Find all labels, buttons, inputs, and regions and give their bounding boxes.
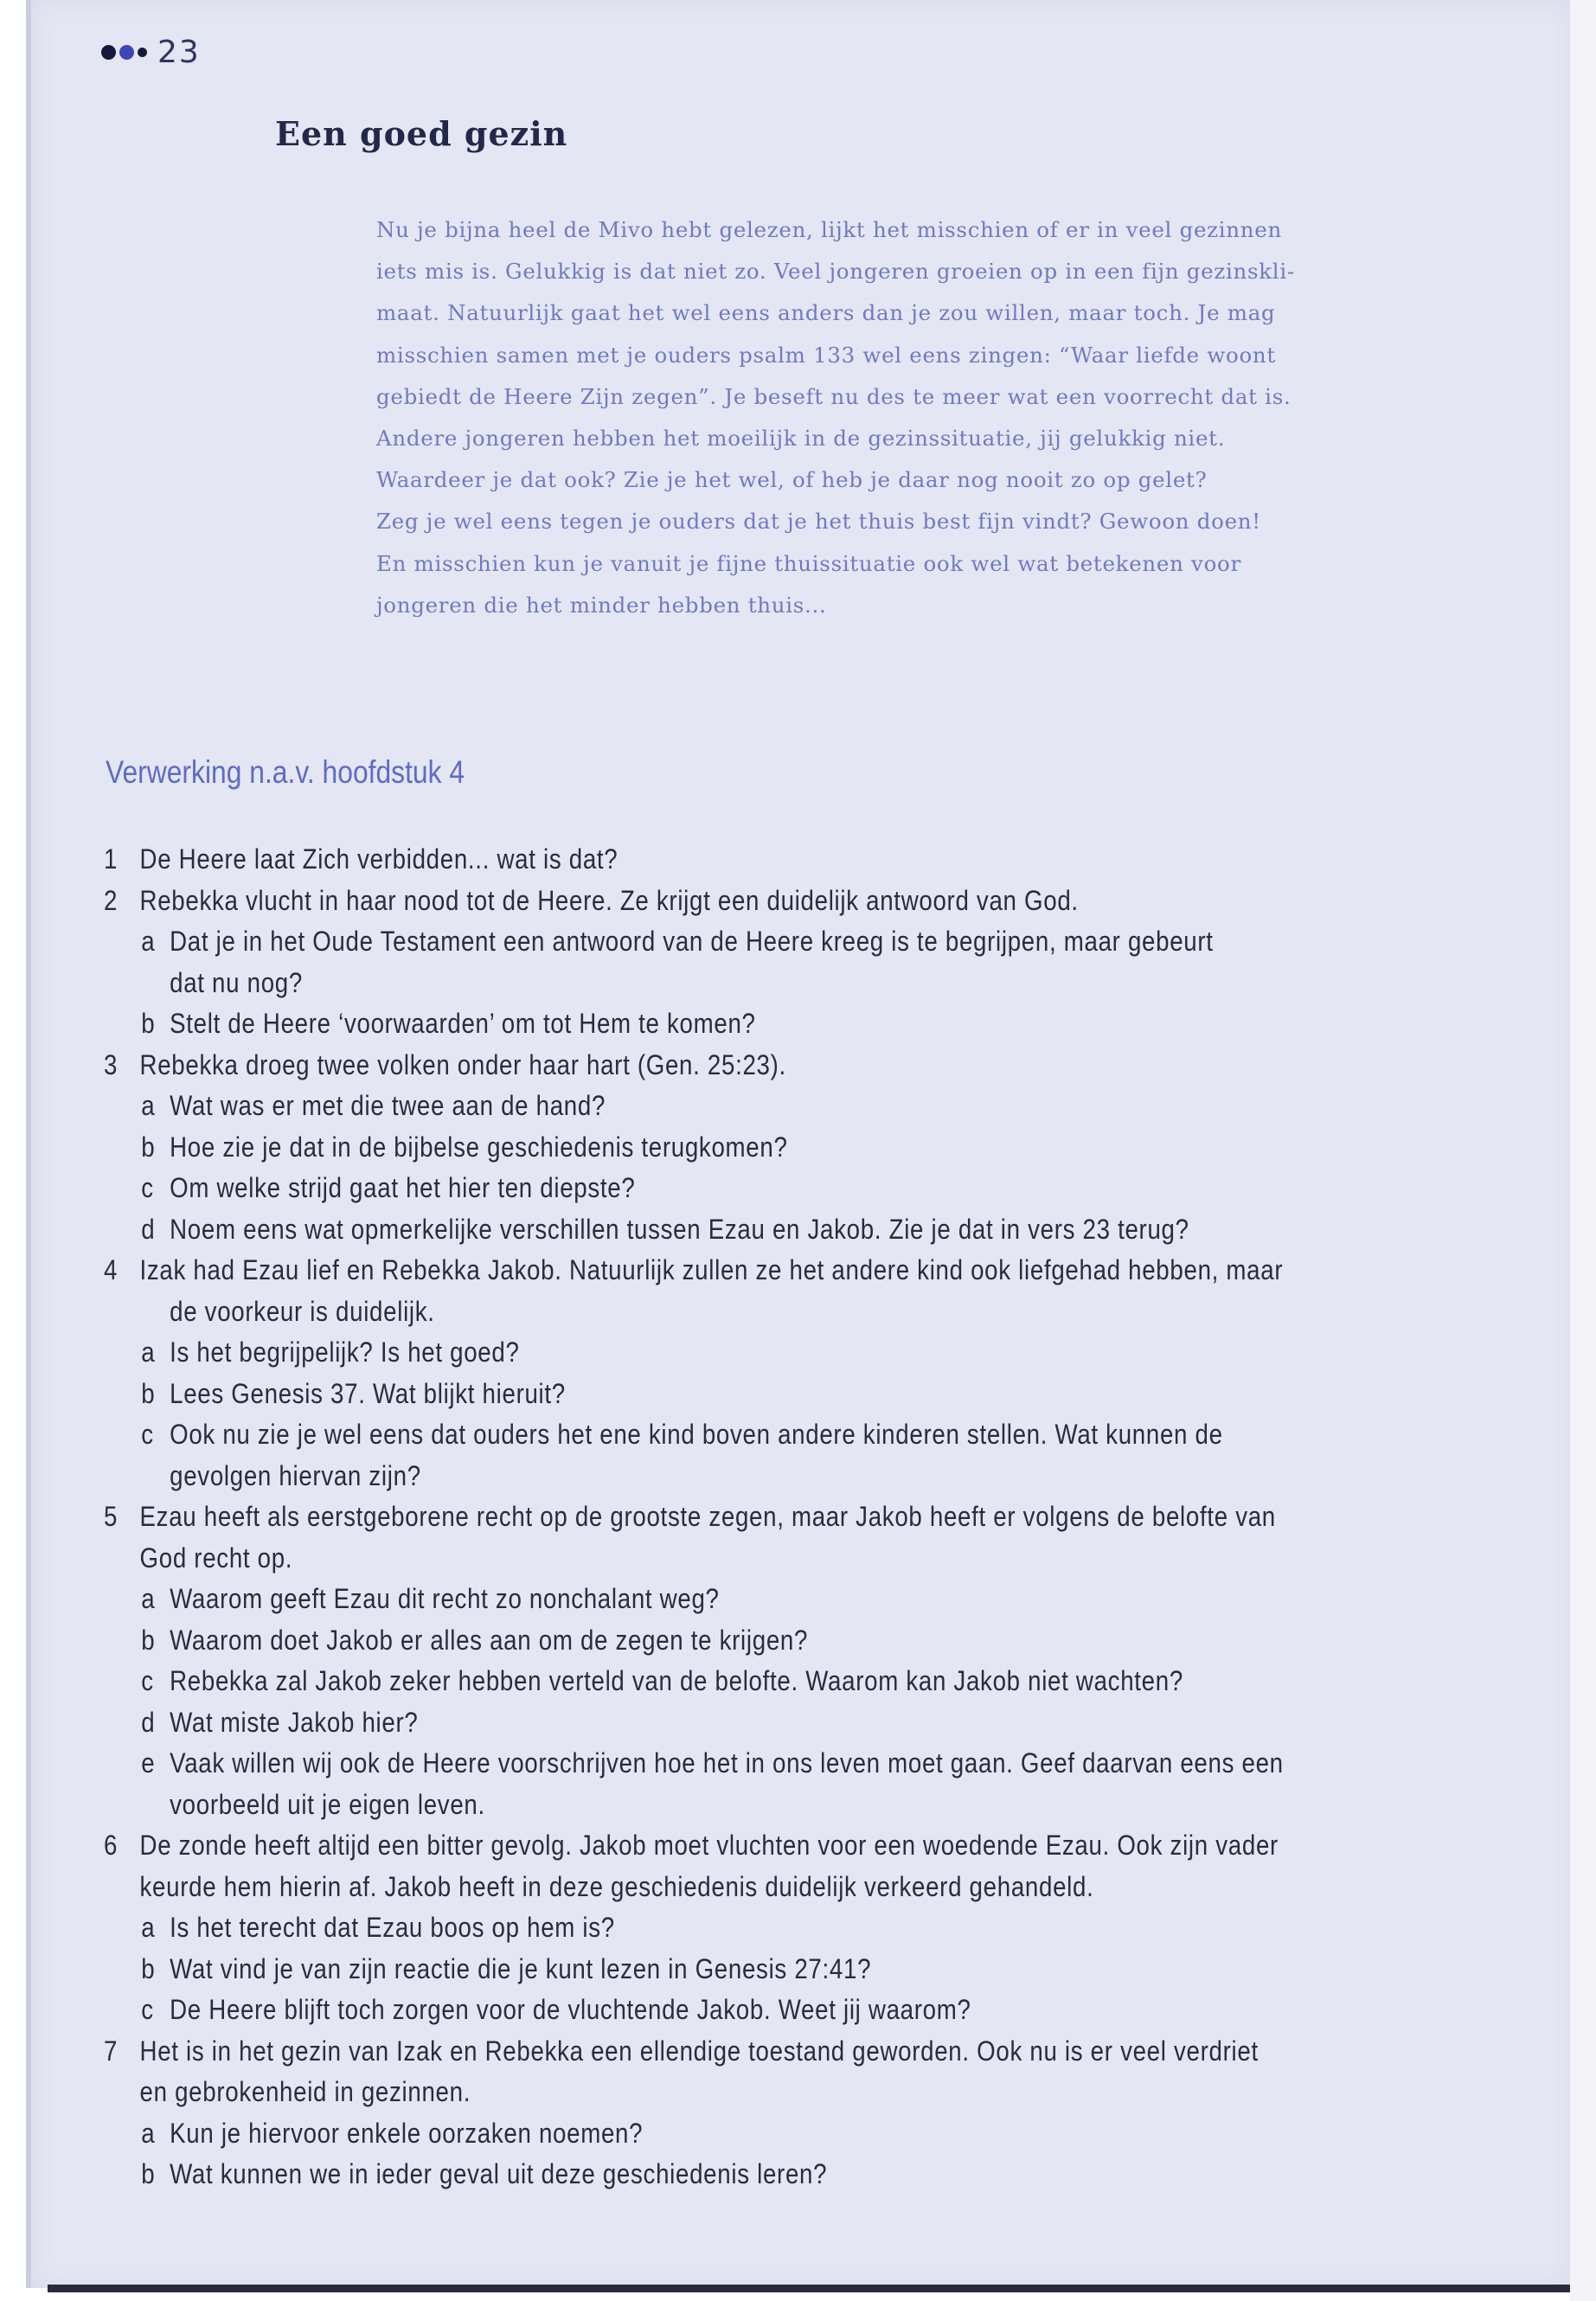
sub-question-line bbox=[104, 1949, 1420, 1990]
sub-question-text: Waarom doet Jakob er alles aan om de zegen te krijgen? bbox=[170, 1624, 809, 1656]
sub-question-letter: d bbox=[141, 1706, 156, 1738]
sub-question-line bbox=[104, 1374, 1420, 1415]
sub-question-text: Stelt de Heere ‘voorwaarden’ om tot Hem te komen? bbox=[170, 1008, 756, 1039]
page-marker bbox=[101, 33, 201, 71]
sub-question-line bbox=[104, 2154, 1420, 2195]
sub-question-letter: a bbox=[141, 1583, 156, 1614]
sub-question-text: voorbeeld uit je eigen leven. bbox=[170, 1788, 485, 1820]
question-text: God recht op. bbox=[139, 1541, 293, 1574]
sub-question-line bbox=[104, 1702, 1420, 1744]
question-text: de voorkeur is duidelijk. bbox=[170, 1295, 435, 1327]
sub-question-text: Waarom geeft Ezau dit recht zo nonchalant weg? bbox=[170, 1583, 720, 1614]
question-line bbox=[104, 1538, 1420, 1580]
intro-line: Zeg je wel eens tegen je ouders dat je het thuis best fijn vindt? Gewoon doen! bbox=[376, 509, 1261, 535]
intro-line: iets mis is. Gelukkig is dat niet zo. Veel jongeren groeien op in een fijn gezinskli- bbox=[376, 259, 1295, 285]
sub-question-text: Ook nu zie je wel eens dat ouders het ene kind boven andere kinderen stellen. Wat kunnen de bbox=[170, 1419, 1223, 1450]
question-list bbox=[104, 839, 1420, 2195]
question-number: 3 bbox=[104, 1048, 119, 1080]
sub-question-text: Wat vind je van zijn reactie die je kunt lezen in Genesis 27:41? bbox=[170, 1952, 872, 1984]
dot-icon bbox=[119, 45, 134, 60]
sub-question-text: Rebekka zal Jakob zeker hebben verteld van de belofte. Waarom kan Jakob niet wachten? bbox=[170, 1665, 1183, 1696]
question-text: De Heere laat Zich verbidden... wat is dat? bbox=[139, 843, 619, 875]
intro-line: Andere jongeren hebben het moeilijk in de gezinssituatie, jij gelukkig niet. bbox=[376, 426, 1226, 452]
sub-question-line bbox=[104, 1209, 1420, 1251]
question-number: 5 bbox=[104, 1501, 119, 1532]
sub-question-line bbox=[104, 1785, 1420, 1826]
sub-question-letter: a bbox=[141, 1336, 156, 1368]
sub-question-letter: b bbox=[141, 1131, 156, 1163]
section-heading: Verwerking n.a.v. hoofdstuk 4 bbox=[106, 754, 465, 790]
page-edge bbox=[1570, 0, 1596, 2301]
sub-question-line bbox=[104, 1620, 1420, 1662]
question-text: Rebekka vlucht in haar nood tot de Heere. Ze krijgt een duidelijk antwoord van God. bbox=[139, 884, 1079, 916]
intro-line: Waardeer je dat ook? Zie je het wel, of heb je daar nog nooit zo op gelet? bbox=[376, 467, 1208, 493]
question-number: 7 bbox=[104, 2035, 119, 2067]
sub-question-line bbox=[104, 1414, 1420, 1456]
intro-line: jongeren die het minder hebben thuis... bbox=[376, 592, 827, 618]
question-line bbox=[104, 1825, 1420, 1867]
sub-question-line bbox=[104, 963, 1420, 1004]
question-number: 2 bbox=[104, 884, 119, 916]
sub-question-letter: a bbox=[141, 2117, 156, 2149]
intro-line: gebiedt de Heere Zijn zegen”. Je beseft nu des te meer wat een voorrecht dat is. bbox=[376, 383, 1292, 409]
question-number: 4 bbox=[104, 1254, 119, 1285]
sub-question-line bbox=[104, 1456, 1420, 1497]
sub-question-line bbox=[104, 1003, 1420, 1045]
sub-question-text: Is het terecht dat Ezau boos op hem is? bbox=[170, 1912, 615, 1943]
question-line bbox=[104, 2031, 1420, 2073]
sub-question-letter: a bbox=[141, 1912, 156, 1943]
sub-question-line bbox=[104, 1168, 1420, 1209]
intro-text bbox=[376, 209, 1397, 626]
sub-question-text: Dat je in het Oude Testament een antwoord van de Heere kreeg is te begrijpen, maar gebeurt bbox=[170, 926, 1214, 957]
intro-line: Nu je bijna heel de Mivo hebt gelezen, lijkt het misschien of er in veel gezinnen bbox=[376, 217, 1282, 242]
sub-question-text: Vaak willen wij ook de Heere voorschrijven hoe het in ons leven moet gaan. Geef daarvan eens een bbox=[170, 1747, 1284, 1779]
sub-question-text: Wat miste Jakob hier? bbox=[170, 1706, 419, 1738]
sub-question-line bbox=[104, 1661, 1420, 1702]
sub-question-text: gevolgen hiervan zijn? bbox=[170, 1459, 421, 1491]
page-number: 23 bbox=[157, 34, 201, 70]
question-line bbox=[104, 839, 1420, 881]
intro-line: maat. Natuurlijk gaat het wel eens anders dan je zou willen, maar toch. Je mag bbox=[376, 300, 1276, 326]
sub-question-text: Om welke strijd gaat het hier ten diepste? bbox=[170, 1172, 636, 1203]
question-text: De zonde heeft altijd een bitter gevolg. Jakob moet vluchten voor een woedende Ezau. Ook zijn vader bbox=[139, 1830, 1279, 1861]
box-title: Een goed gezin bbox=[275, 114, 568, 153]
sub-question-text: Is het begrijpelijk? Is het goed? bbox=[170, 1336, 520, 1368]
question-text: Het is in het gezin van Izak en Rebekka een ellendige toestand geworden. Ook nu is er veel verdriet bbox=[139, 2035, 1259, 2067]
sub-question-line bbox=[104, 1743, 1420, 1785]
sub-question-letter: b bbox=[141, 1377, 156, 1409]
question-line bbox=[104, 881, 1420, 922]
question-line bbox=[104, 1250, 1420, 1292]
dot-icon bbox=[138, 48, 147, 57]
sub-question-letter: e bbox=[141, 1747, 156, 1779]
sub-question-text: De Heere blijft toch zorgen voor de vluchtende Jakob. Weet jij waarom? bbox=[170, 1994, 971, 2025]
question-text: keurde hem hierin af. Jakob heeft in deze geschiedenis duidelijk verkeerd gehandeld. bbox=[139, 1870, 1094, 1902]
sub-question-letter: b bbox=[141, 2158, 156, 2189]
question-line bbox=[104, 1867, 1420, 1908]
sub-question-line bbox=[104, 921, 1420, 963]
sub-question-line bbox=[104, 1332, 1420, 1374]
question-text: en gebrokenheid in gezinnen. bbox=[139, 2076, 471, 2107]
question-number: 1 bbox=[104, 843, 119, 875]
question-line bbox=[104, 1292, 1420, 1333]
sub-question-text: Kun je hiervoor enkele oorzaken noemen? bbox=[170, 2117, 644, 2149]
sub-question-line bbox=[104, 1579, 1420, 1620]
sub-question-text: Hoe zie je dat in de bijbelse geschiedenis terugkomen? bbox=[170, 1131, 788, 1163]
sub-question-letter: a bbox=[141, 1090, 156, 1121]
sub-question-letter: b bbox=[141, 1008, 156, 1039]
sub-question-line bbox=[104, 1086, 1420, 1127]
sub-question-line bbox=[104, 1127, 1420, 1169]
sub-question-text: Wat kunnen we in ieder geval uit deze geschiedenis leren? bbox=[170, 2158, 828, 2189]
question-line bbox=[104, 2072, 1420, 2113]
question-number: 6 bbox=[104, 1830, 119, 1861]
sub-question-letter: d bbox=[141, 1213, 156, 1245]
sub-question-text: dat nu nog? bbox=[170, 966, 303, 998]
question-text: Ezau heeft als eerstgeborene recht op de grootste zegen, maar Jakob heeft er volgens de belofte van bbox=[139, 1501, 1276, 1532]
question-line bbox=[104, 1497, 1420, 1538]
sub-question-text: Noem eens wat opmerkelijke verschillen tussen Ezau en Jakob. Zie je dat in vers 23 terug? bbox=[170, 1213, 1189, 1245]
sub-question-letter: c bbox=[141, 1994, 154, 2025]
sub-question-letter: c bbox=[141, 1419, 154, 1450]
question-text: Rebekka droeg twee volken onder haar hart (Gen. 25:23). bbox=[139, 1048, 786, 1080]
bottom-rule bbox=[48, 2285, 1570, 2292]
intro-line: misschien samen met je ouders psalm 133 wel eens zingen: “Waar liefde woont bbox=[376, 342, 1276, 368]
dot-icon bbox=[101, 45, 116, 60]
sub-question-text: Wat was er met die twee aan de hand? bbox=[170, 1090, 606, 1121]
question-line bbox=[104, 1045, 1420, 1086]
question-text: Izak had Ezau lief en Rebekka Jakob. Natuurlijk zullen ze het andere kind ook liefgehad hebben, maar bbox=[139, 1254, 1284, 1285]
intro-line: En misschien kun je vanuit je fijne thuissituatie ook wel wat betekenen voor bbox=[376, 550, 1241, 576]
sub-question-letter: a bbox=[141, 926, 156, 957]
sub-question-letter: c bbox=[141, 1665, 154, 1696]
sub-question-text: Lees Genesis 37. Wat blijkt hieruit? bbox=[170, 1377, 566, 1409]
sub-question-line bbox=[104, 1907, 1420, 1949]
sub-question-letter: b bbox=[141, 1624, 156, 1656]
sub-question-letter: c bbox=[141, 1172, 154, 1203]
sub-question-letter: b bbox=[141, 1952, 156, 1984]
sub-question-line bbox=[104, 2113, 1420, 2155]
sub-question-line bbox=[104, 1990, 1420, 2031]
